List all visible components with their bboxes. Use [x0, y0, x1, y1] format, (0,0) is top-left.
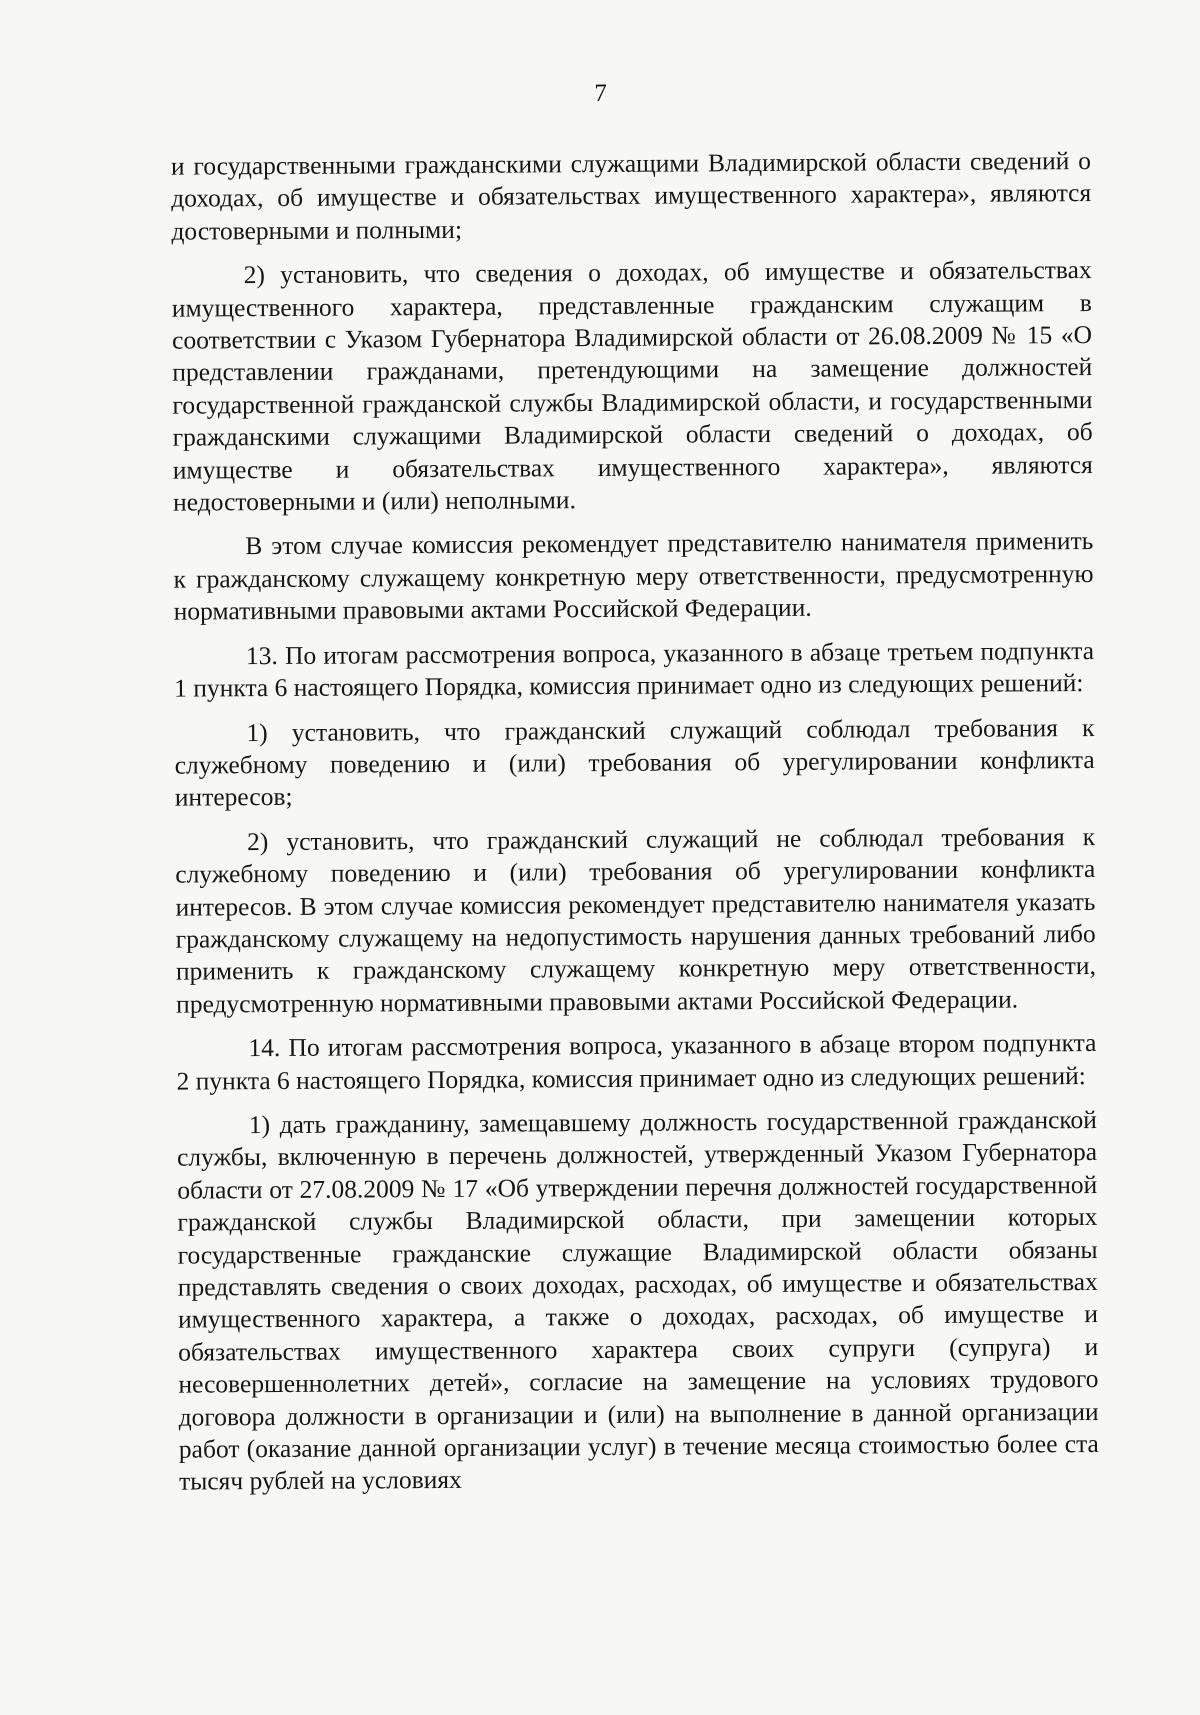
paragraph-14-item-1: 1) дать гражданину, замещавшему должность государственной гражданской службы, включенную в перечень должностей, утвержденный Указом Губернатора области от 27.08.2009 № 17 «Об утверждении перечня должностей государственной гражданской службы Владимирской области, при замещении которых государственные гражданские служащие Владимирской области обязаны представлять сведения о своих доходах, расходах, об имуществе и обязательствах имущественного характера, а также о доходах, расходах, об имуществе и обязательствах имущественного характера своих супруги (супруга) и несовершеннолетних детей», согласие на замещение на условиях трудового договора должности в организации и (или) на выполнение в данной организации работ (оказание данной организации услуг) в течение месяца стоимостью более ста тысяч рублей на условиях [176, 1104, 1099, 1497]
paragraph-item-2: 2) установить, что сведения о доходах, об имуществе и обязательствах имущественного характера, представленные гражданским служащим в соответствии с Указом Губернатора Владимирской области от 26.08.2009 № 15 «О представлении гражданами, претендующими на замещение должностей государственной гражданской службы Владимирской области, и государственными гражданскими служащими Владимирской области сведений о доходах, об имуществе и обязательствах имущественного характера», являются недостоверными и (или) неполными. [171, 255, 1093, 517]
page-number: 7 [594, 79, 607, 108]
paragraph-continuation: и государственными гражданскими служащими Владимирской области сведений о доходах, об имуществе и обязательствах имущественного характера», являются достоверными и полными; [170, 146, 1092, 246]
paragraph-recommendation: В этом случае комиссия рекомендует представителю нанимателя применить к гражданскому служащему конкретную меру ответственности, предусмотренную нормативными правовыми актами Российской Федерации. [173, 526, 1094, 626]
paragraph-13-item-2: 2) установить, что гражданский служащий не соблюдал требования к служебному поведению и (или) требования об урегулировании конфликта интересов. В этом случае комиссия рекомендует представителю нанимателя указать гражданскому служащему на недопустимость нарушения данных требований либо применить к гражданскому служащему конкретную меру ответственности, предусмотренную нормативными правовыми актами Российской Федерации. [175, 821, 1096, 1019]
paragraph-13-item-1: 1) установить, что гражданский служащий соблюдал требования к служебному поведению и (или) требования об урегулировании конфликта интересов; [174, 712, 1095, 812]
paragraph-section-13: 13. По итогам рассмотрения вопроса, указанного в абзаце третьем подпункта 1 пункта 6 настоящего Порядка, комиссия принимает одно из следующих решений: [174, 635, 1095, 703]
paragraph-section-14: 14. По итогам рассмотрения вопроса, указанного в абзаце втором подпункта 2 пункта 6 настоящего Порядка, комиссия принимает одно из следующих решений: [176, 1028, 1097, 1096]
